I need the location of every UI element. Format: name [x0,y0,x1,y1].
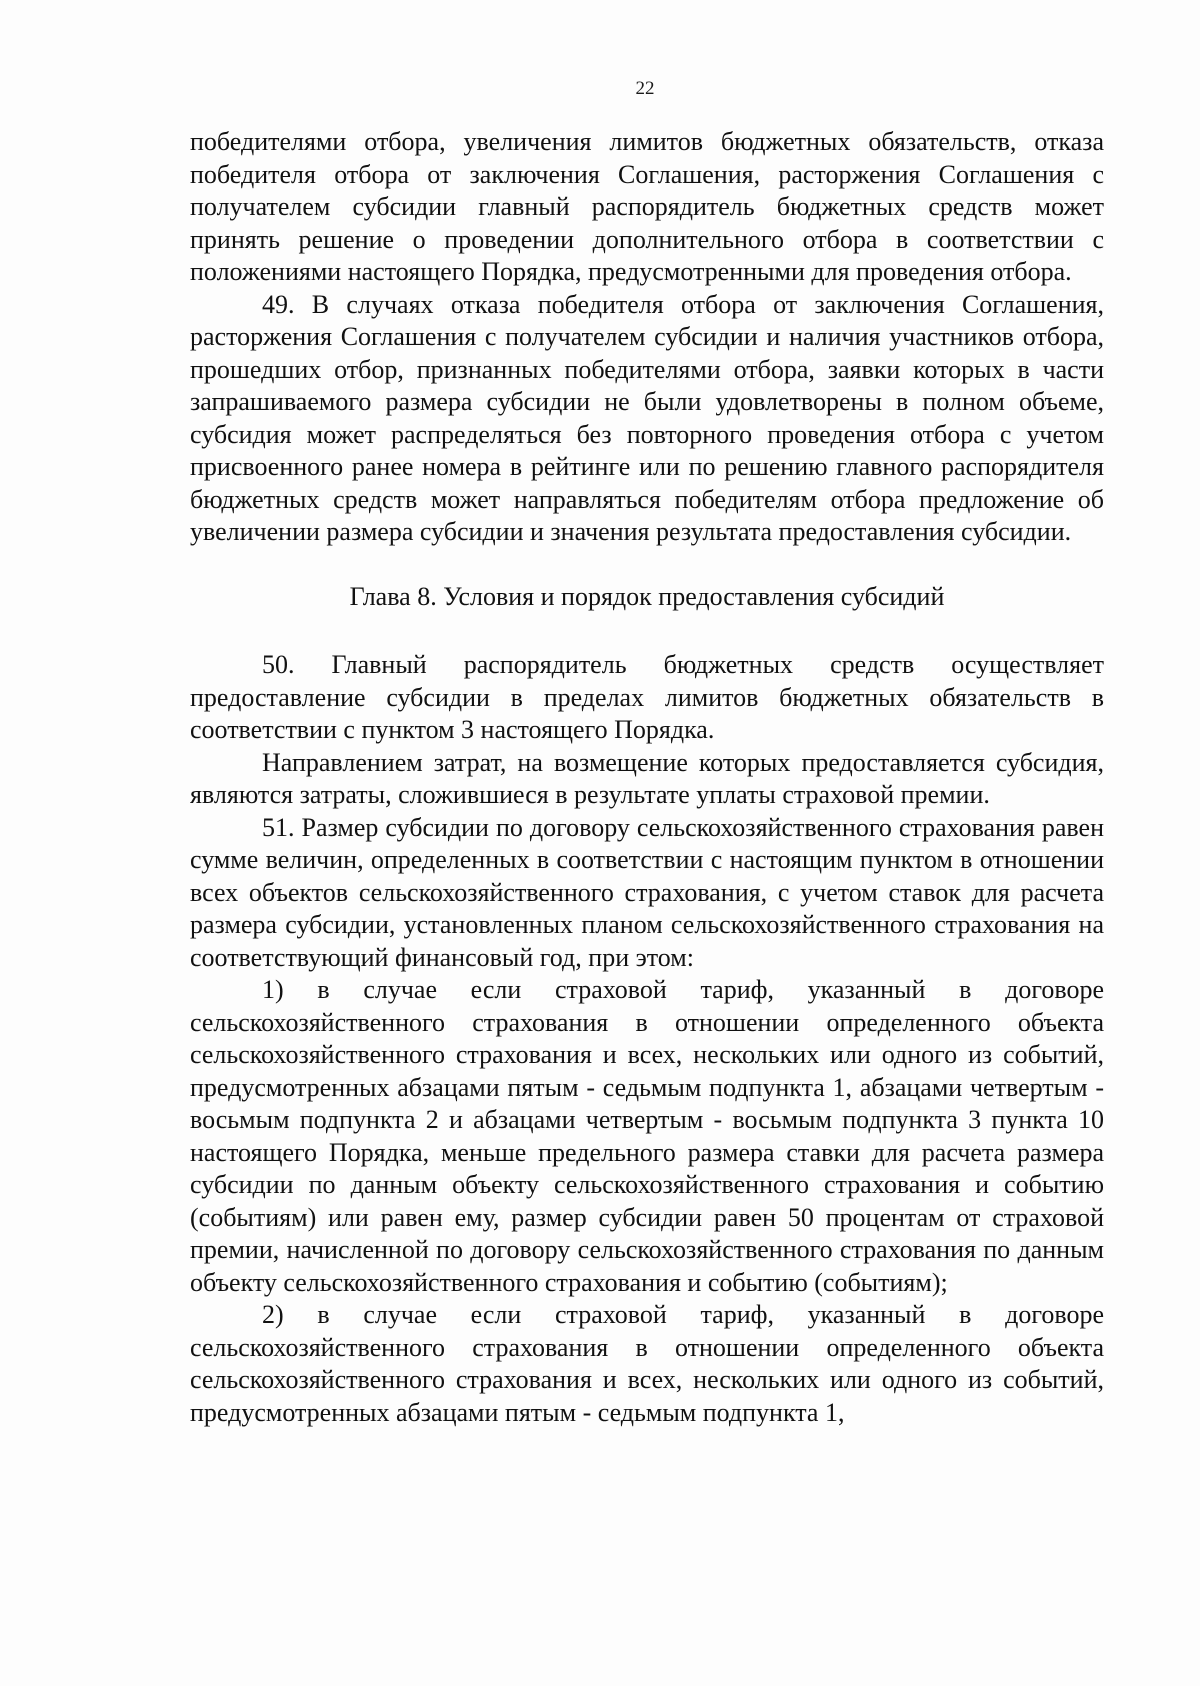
paragraph-50-direction: Направлением затрат, на возмещение которых предоставляется субсидия, являются затраты, сложившиеся в результате уплаты страховой премии. [190,747,1104,809]
paragraph-51: 51. Размер субсидии по договору сельскохозяйственного страхования равен сумме величин, определенных в соответствии с настоящим пунктом в отношении всех объектов сельскохозяйственного страхования, с учетом ставок для расчета размера субсидии, установленных планом сельскохозяйственного страхования на соответствующий финансовый год, при этом: [190,812,1104,972]
paragraph-50: 50. Главный распорядитель бюджетных средств осуществляет предоставление субсидии в пределах лимитов бюджетных обязательств в соответствии с пунктом 3 настоящего Порядка. [190,650,1104,744]
paragraph-49: 49. В случаях отказа победителя отбора от заключения Соглашения, расторжения Соглашения с получателем субсидии и наличия участников отбора, прошедших отбор, признанных победителями отбора, заявки которых в части запрашиваемого размера субсидии не были удовлетворены в полном объеме, субсидия может распределяться без повторного проведения отбора с учетом присвоенного ранее номера в рейтинге или по решению главного распорядителя бюджетных средств может направляться победителям отбора предложение об увеличении размера субсидии и значения результата предоставления субсидии. [190,289,1104,546]
document-body [190,126,1104,1429]
chapter-heading: Глава 8. Условия и порядок предоставления субсидий [349,581,945,611]
page-number: 22 [635,78,655,99]
paragraph-51-item-1: 1) в случае если страховой тариф, указанный в договоре сельскохозяйственного страхования в отношении определенного объекта сельскохозяйственного страхования и всех, нескольких или одного из событий, предусмотренных абзацами пятым - седьмым подпункта 1, абзацами четвертым - восьмым подпункта 2 и абзацами четвертым - восьмым подпункта 3 пункта 10 настоящего Порядка, меньше предельного размера ставки для расчета размера субсидии по данным объекту сельскохозяйственного страхования и событию (событиям) или равен ему, размер субсидии равен 50 процентам от страховой премии, начисленной по договору сельскохозяйственного страхования по данным объекту сельскохозяйственного страхования и событию (событиям); [190,975,1104,1297]
paragraph-51-item-2: 2) в случае если страховой тариф, указанный в договоре сельскохозяйственного страхования в отношении определенного объекта сельскохозяйственного страхования и всех, нескольких или одного из событий, предусмотренных абзацами пятым - седьмым подпункта 1, [190,1300,1104,1427]
paragraph-continuation: победителями отбора, увеличения лимитов бюджетных обязательств, отказа победителя отбора от заключения Соглашения, расторжения Соглашения с получателем субсидии главный распорядитель бюджетных средств может принять решение о проведении дополнительного отбора в соответствии с положениями настоящего Порядка, предусмотренными для проведения отбора. [190,127,1104,286]
